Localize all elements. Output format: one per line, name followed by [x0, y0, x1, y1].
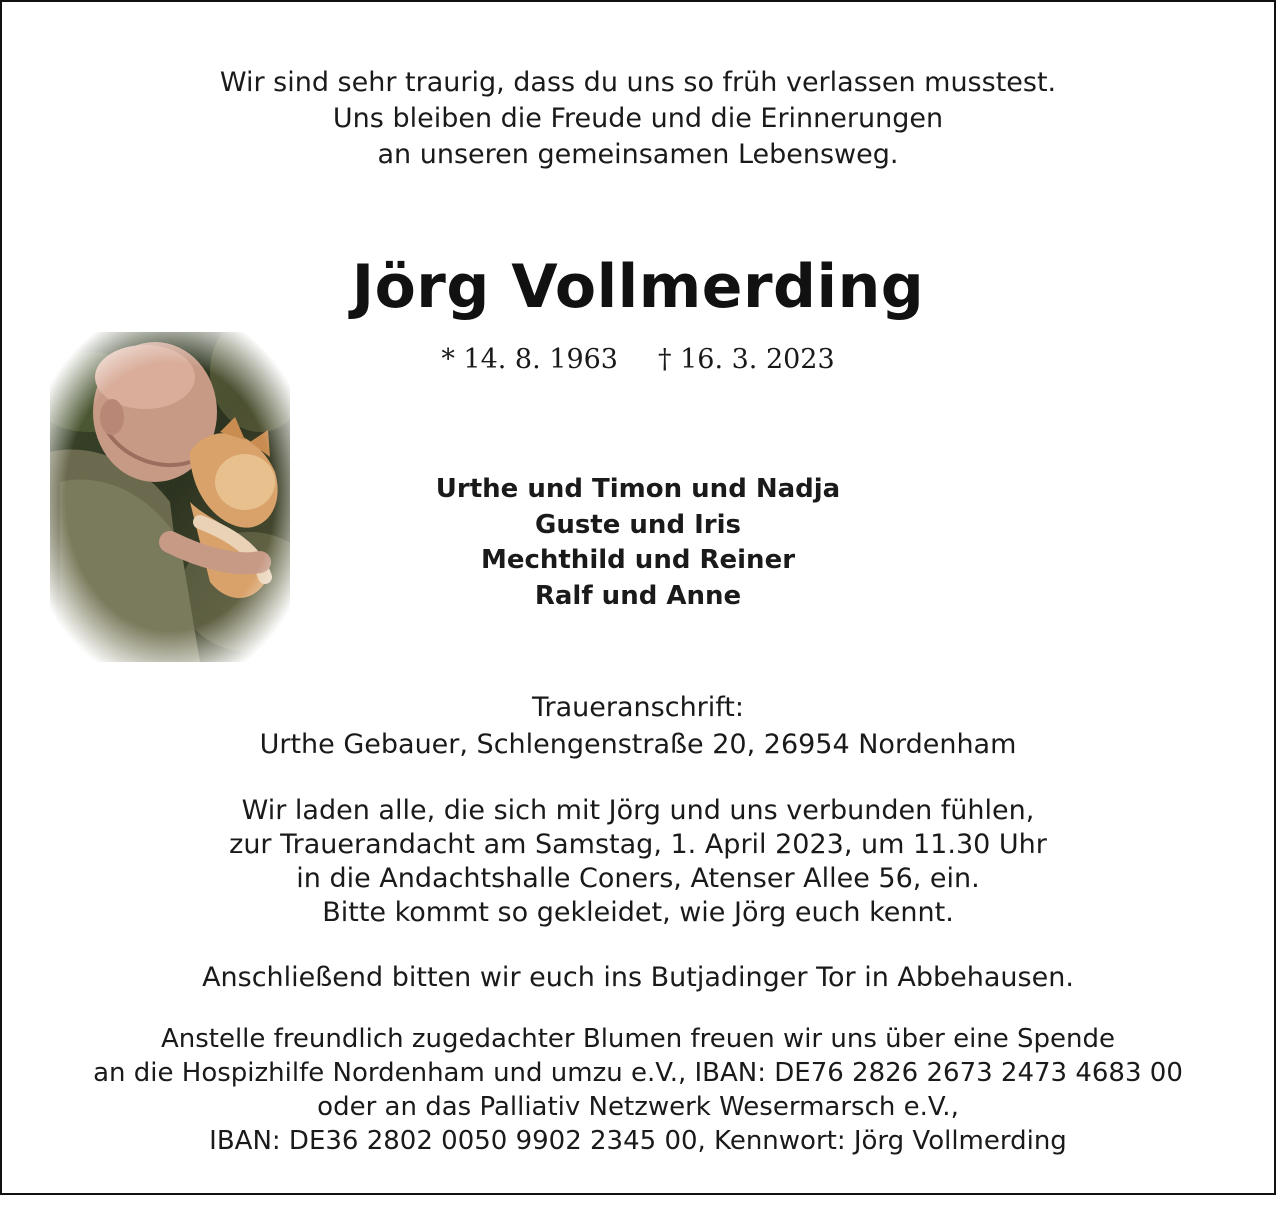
invitation-text: [2, 794, 1274, 930]
invitation-line: Bitte kommt so gekleidet, wie Jörg euch kennt.: [322, 897, 954, 928]
invitation-line: Wir laden alle, die sich mit Jörg und uns verbunden fühlen,: [241, 795, 1035, 826]
invitation-line: in die Andachtshalle Coners, Atenser Allee 56, ein.: [296, 863, 980, 894]
intro-line: Uns bleiben die Freude und die Erinnerungen: [332, 103, 944, 134]
donation-line: Anstelle freundlich zugedachter Blumen freuen wir uns über eine Spende: [160, 1024, 1116, 1054]
intro-line: Wir sind sehr traurig, dass du uns so früh verlassen musstest.: [219, 67, 1057, 98]
mourning-address: [2, 689, 1274, 763]
donation-line: oder an das Palliativ Netzwerk Wesermarsch e.V.,: [317, 1092, 959, 1122]
mourner-entry: Urthe und Timon und Nadja: [435, 474, 841, 504]
intro-text: [2, 65, 1274, 173]
deceased-name: Jörg Vollmerding: [351, 252, 925, 322]
intro-line: an unseren gemeinsamen Lebensweg.: [377, 139, 899, 170]
birth-date: * 14. 8. 1963: [441, 344, 618, 375]
afterwards-text: Anschließend bitten wir euch ins Butjadinger Tor in Abbehausen.: [202, 962, 1074, 993]
mourners-list: [2, 472, 1274, 614]
mourner-entry: Mechthild und Reiner: [480, 545, 796, 575]
address-value: Urthe Gebauer, Schlengenstraße 20, 26954 Nordenham: [259, 729, 1017, 760]
donation-text: [2, 1022, 1274, 1158]
donation-line: IBAN: DE36 2802 0050 9902 2345 00, Kennwort: Jörg Vollmerding: [209, 1126, 1067, 1156]
mourner-entry: Ralf und Anne: [534, 580, 742, 611]
donation-line: an die Hospizhilfe Nordenham und umzu e.V., IBAN: DE76 2826 2673 2473 4683 00: [93, 1058, 1183, 1088]
mourner-entry: Guste und Iris: [534, 509, 741, 540]
address-label: Traueranschrift:: [532, 692, 744, 723]
invitation-line: zur Trauerandacht am Samstag, 1. April 2023, um 11.30 Uhr: [229, 829, 1047, 860]
death-date: † 16. 3. 2023: [658, 344, 835, 375]
